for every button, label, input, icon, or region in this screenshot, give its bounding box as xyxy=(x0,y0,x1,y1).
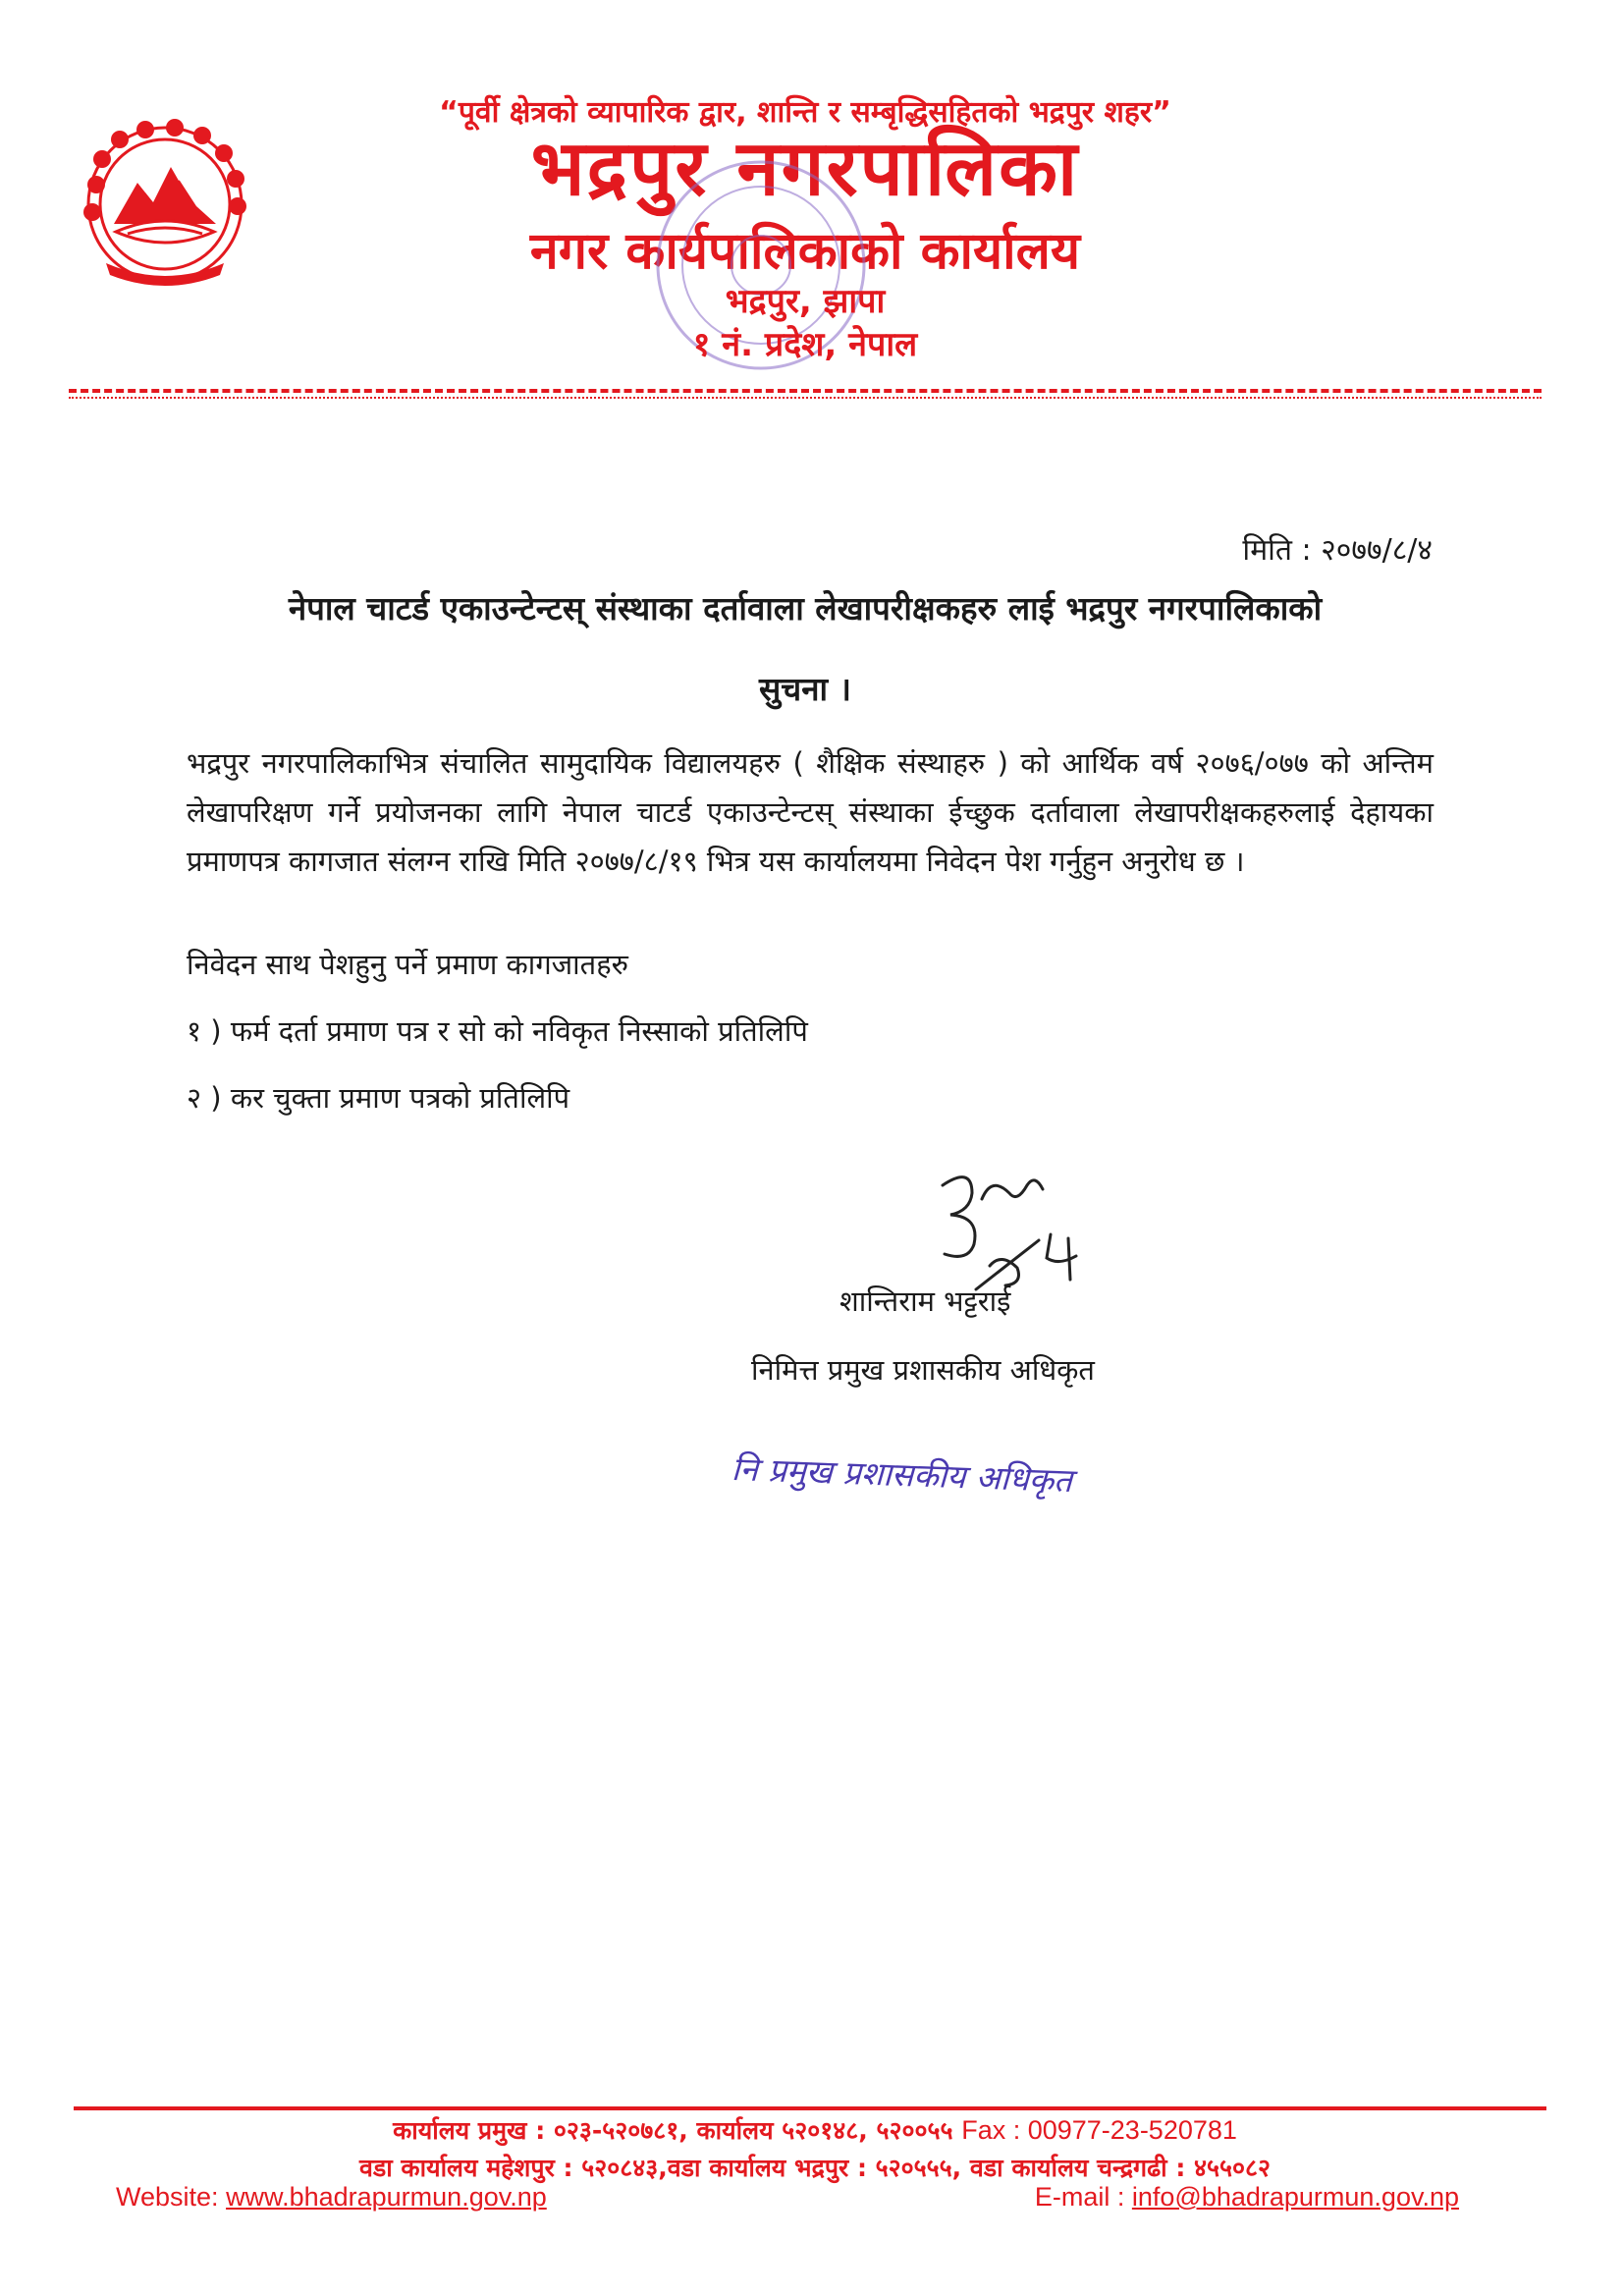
notice-heading: नेपाल चाटर्ड एकाउन्टेन्टस् संस्थाका दर्तावाला लेखापरीक्षकहरु लाई भद्रपुर नगरपालिकाको xyxy=(288,589,1323,628)
handwritten-signature-icon xyxy=(933,1164,1129,1291)
footer-website xyxy=(116,2182,547,2213)
org-name: भद्रपुर नगरपालिका xyxy=(530,125,1080,213)
documents-title: निवेदन साथ पेशहुनु पर्ने प्रमाण कागजातहरु xyxy=(187,948,628,981)
email-label: E-mail : xyxy=(1034,2182,1125,2212)
document-item: १ ) फर्म दर्ता प्रमाण पत्र र सो को नविकृत निस्साको प्रतिलिपि xyxy=(187,1014,808,1048)
footer-email xyxy=(1035,2182,1459,2213)
fax-number: Fax : 00977-23-520781 xyxy=(961,2115,1237,2145)
designation-stamp: नि प्रमुख प्रशासकीय अधिकृत xyxy=(731,1448,1073,1501)
header-divider xyxy=(69,389,1542,393)
notice-heading-continued: सुचना । xyxy=(758,670,852,708)
website-label: Website: xyxy=(116,2182,219,2212)
header-divider-dotted xyxy=(69,397,1542,399)
email-link[interactable]: info@bhadrapurmun.gov.np xyxy=(1131,2182,1459,2212)
letterhead-motto: “पूर्वी क्षेत्रको व्यापारिक द्वार, शान्ति र सम्बृद्धिसहितको भद्रपुर शहर” xyxy=(439,95,1171,130)
document-item: २ ) कर चुक्ता प्रमाण पत्रको प्रतिलिपि xyxy=(187,1081,570,1115)
notice-date: मिति : २०७७/८/४ xyxy=(1242,533,1433,568)
footer-contact-line xyxy=(79,2113,1551,2147)
notice-body: भद्रपुर नगरपालिकाभित्र संचालित सामुदायिक विद्यालयहरु ( शैक्षिक संस्थाहरु ) को आर्थिक वर्ष २०७६/०७७ को अन्तिम लेखापरिक्षण गर्ने प्रयोजनका लागि नेपाल चाटर्ड एकाउन्टेन्टस् संस्थाका ईच्छुक दर्तावाला लेखापरीक्षकहरुलाई देहायका प्रमाणपत्र कागजात संलग्न राखि मिति २०७७/८/१९ भित्र यस कार्यालयमा निवेदन पेश गर्नुहुन अनुरोध छ । xyxy=(187,746,1434,878)
footer-divider xyxy=(74,2106,1546,2110)
ward-office-phones: वडा कार्यालय महेशपुर : ५२०८४३,वडा कार्यालय भद्रपुर : ५२०५५५, वडा कार्यालय चन्द्रगढी : ४५५०८२ xyxy=(358,2154,1272,2182)
office-phone-numbers: कार्यालय प्रमुख : ०२३-५२०७८१, कार्यालय ५२०१४८, ५२००५५ xyxy=(393,2116,953,2145)
website-link[interactable]: www.bhadrapurmun.gov.np xyxy=(226,2182,547,2212)
nepal-emblem-icon xyxy=(77,116,253,293)
office-name: नगर कार्यपालिकाको कार्यालय xyxy=(529,222,1081,281)
signer-name: शान्तिराम भट्टराई xyxy=(839,1284,1011,1318)
address-line-2: १ नं. प्रदेश, नेपाल xyxy=(692,325,918,364)
signer-designation: निमित्त प्रमुख प्रशासकीय अधिकृत xyxy=(751,1353,1095,1387)
address-line-1: भद्रपुर, झापा xyxy=(725,282,886,321)
